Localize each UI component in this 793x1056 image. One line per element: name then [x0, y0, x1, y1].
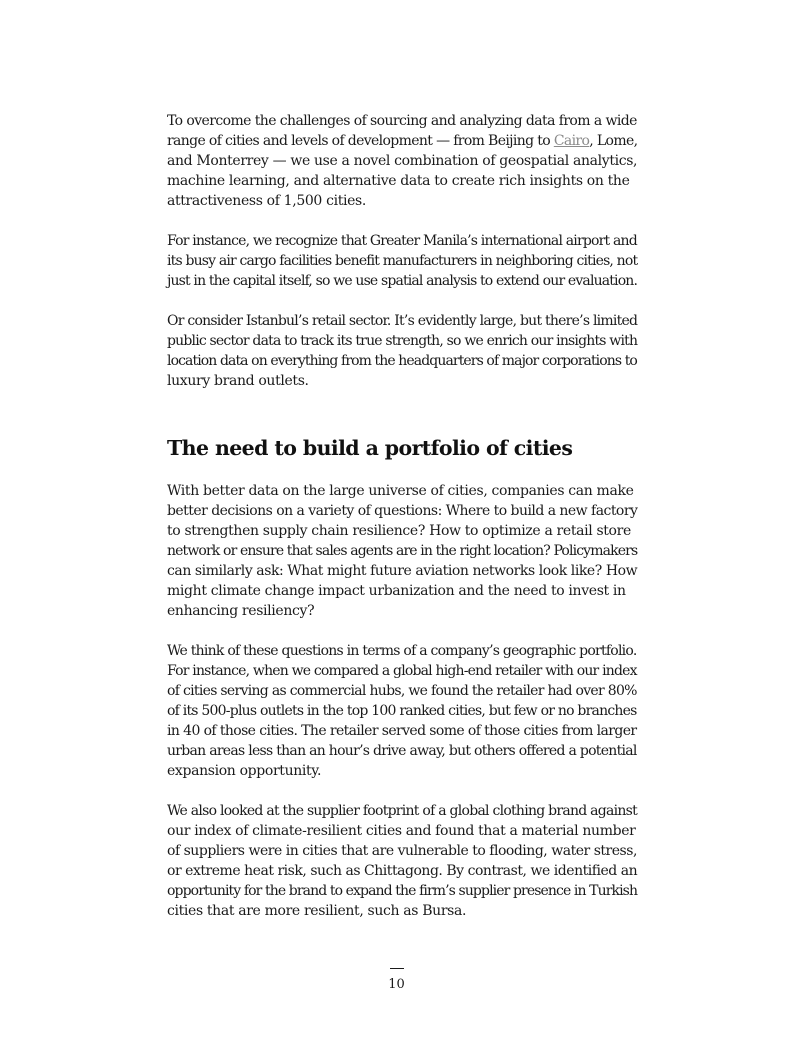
article-column	[167, 111, 637, 921]
text-line: enhancing resiliency?	[167, 603, 315, 619]
paragraph-spacer	[167, 291, 637, 311]
text-line: to strengthen supply chain resilience? How to optimize a retail store	[167, 523, 631, 539]
text-line: luxury brand outlets.	[167, 373, 309, 389]
cairo-link[interactable]: Cairo	[553, 133, 590, 149]
text-line: of its 500-plus outlets in the top 100 ranked cities, but few or no branches	[167, 703, 637, 719]
text-line: For instance, when we compared a global high-end retailer with our index	[167, 663, 637, 679]
text-line: attractiveness of 1,500 cities.	[167, 193, 366, 209]
text-line: of cities serving as commercial hubs, we found the retailer had over 80%	[167, 683, 637, 699]
text-line: With better data on the large universe of cities, companies can make	[167, 483, 634, 499]
text-line: Or consider Istanbul’s retail sector. It’s evidently large, but there’s limited	[167, 313, 638, 329]
page-number-rule	[390, 968, 404, 969]
text-line	[167, 131, 637, 151]
paragraph-spacer	[167, 621, 637, 641]
text-line: urban areas less than an hour’s drive away, but others offered a potential	[167, 743, 637, 759]
section-heading: The need to build a portfolio of cities	[167, 436, 573, 460]
text-line: better decisions on a variety of questions: Where to build a new factory	[167, 503, 638, 519]
text-line: To overcome the challenges of sourcing and analyzing data from a wide	[167, 113, 637, 129]
intro-paragraph-2	[167, 231, 637, 291]
text-line: and Monterrey — we use a novel combination of geospatial analytics,	[167, 153, 638, 169]
text-line: expansion opportunity.	[167, 763, 322, 779]
text-line: might climate change impact urbanization and the need to invest in	[167, 583, 626, 599]
text-line: its busy air cargo facilities benefit manufacturers in neighboring cities, not	[167, 253, 638, 269]
intro-paragraph-1	[167, 111, 637, 211]
paragraph-spacer	[167, 781, 637, 801]
text-fragment: range of cities and levels of development — from Beijing to	[167, 133, 554, 149]
text-line: or extreme heat risk, such as Chittagong. By contrast, we identified an	[167, 863, 638, 879]
text-line: can similarly ask: What might future aviation networks look like? How	[167, 563, 638, 579]
text-line: location data on everything from the headquarters of major corporations to	[167, 353, 637, 369]
text-line: in 40 of those cities. The retailer served some of those cities from larger	[167, 723, 637, 739]
section-paragraph-2	[167, 641, 637, 781]
section-paragraph-1	[167, 481, 637, 621]
text-line: opportunity for the brand to expand the firm’s supplier presence in Turkish	[167, 883, 638, 899]
text-line: of suppliers were in cities that are vulnerable to flooding, water stress,	[167, 843, 637, 859]
text-line: machine learning, and alternative data to create rich insights on the	[167, 173, 630, 189]
page-number: 10	[388, 977, 405, 992]
text-line: For instance, we recognize that Greater Manila’s international airport and	[167, 233, 637, 249]
text-line: network or ensure that sales agents are in the right location? Policymakers	[167, 543, 638, 559]
text-line: public sector data to track its true strength, so we enrich our insights with	[167, 333, 638, 349]
paragraph-spacer	[167, 211, 637, 231]
text-fragment: , Lome,	[589, 133, 638, 149]
page-footer	[0, 968, 793, 993]
text-line: our index of climate-resilient cities and found that a material number	[167, 823, 636, 839]
section-spacer	[167, 391, 637, 435]
section-paragraph-3	[167, 801, 637, 921]
text-line: We think of these questions in terms of a company’s geographic portfolio.	[167, 643, 637, 659]
text-line: cities that are more resilient, such as Bursa.	[167, 903, 467, 919]
intro-paragraph-3	[167, 311, 637, 391]
text-line: just in the capital itself, so we use spatial analysis to extend our evaluation.	[167, 273, 638, 289]
text-line: We also looked at the supplier footprint of a global clothing brand against	[167, 803, 637, 819]
heading-spacer	[167, 461, 637, 481]
